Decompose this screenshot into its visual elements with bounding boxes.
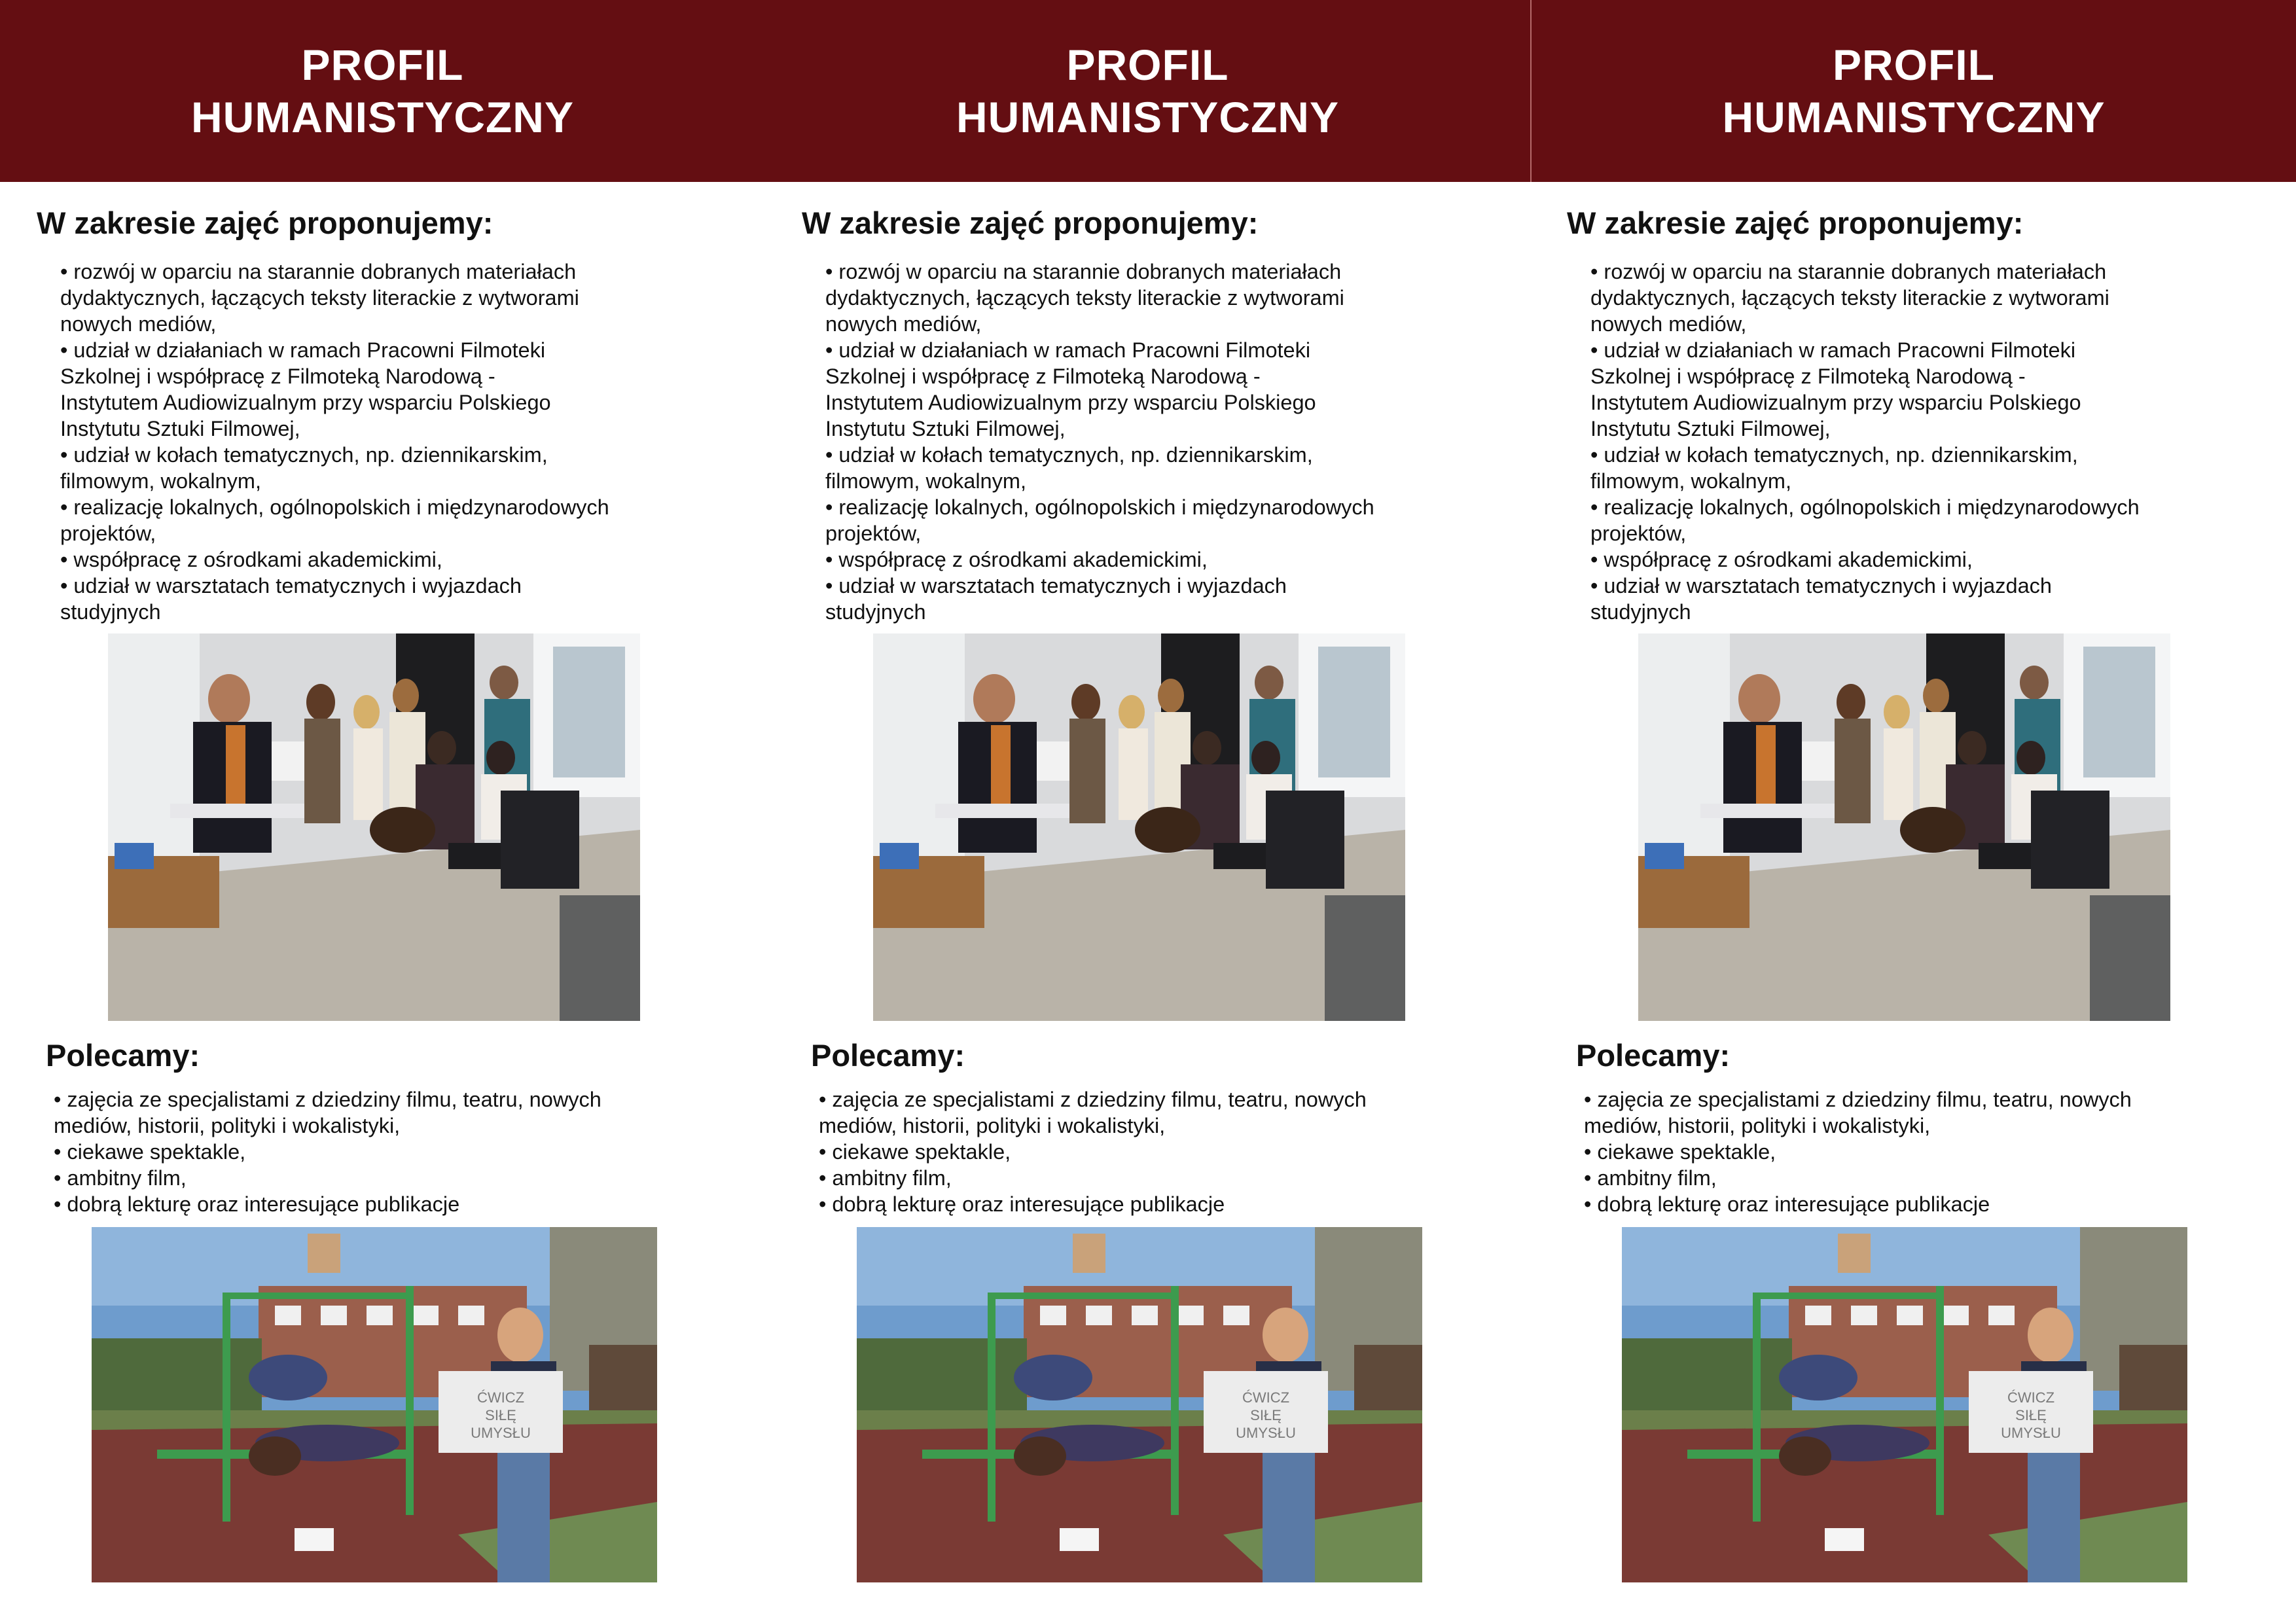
recommend-line: • zajęcia ze specjalistami z dziedziny filmu, teatru, nowych: [1584, 1088, 2132, 1111]
recommend-line: mediów, historii, polityki i wokalistyki,: [819, 1114, 1166, 1137]
header-title-line2: HUMANISTYCZNY: [956, 93, 1339, 141]
offer-line: Instytutem Audiowizualnym przy wsparciu Polskiego: [60, 391, 551, 414]
offer-line: studyjnych: [1590, 600, 1691, 624]
leaflet-panel-3: [1530, 0, 2296, 1623]
offer-line: nowych mediów,: [60, 312, 217, 336]
recommend-line: • dobrą lekturę oraz interesujące publikacje: [819, 1192, 1225, 1216]
recommend-heading: Polecamy:: [46, 1038, 200, 1073]
offer-line: • udział w działaniach w ramach Pracowni Filmoteki: [1590, 338, 2076, 362]
header-banner: [0, 0, 765, 182]
offer-line: filmowym, wokalnym,: [825, 469, 1026, 493]
recommend-heading: Polecamy:: [811, 1038, 965, 1073]
sign-text-line3: UMYSŁU: [1236, 1425, 1296, 1441]
header-title-line1: PROFIL: [301, 41, 464, 89]
offer-line: • udział w warsztatach tematycznych i wyjazdach: [825, 574, 1287, 597]
recommend-line: • ciekawe spektakle,: [1584, 1140, 1776, 1164]
offer-line: • współpracę z ośrodkami akademickimi,: [60, 548, 442, 571]
recommend-line: • ambitny film,: [1584, 1166, 1717, 1190]
header-banner: [765, 0, 1530, 182]
offer-list: [1590, 259, 2193, 625]
outdoor-gym-photo: [1622, 1227, 2187, 1582]
recommend-list: [1584, 1086, 2199, 1217]
offer-line: • udział w warsztatach tematycznych i wyjazdach: [60, 574, 522, 597]
recommend-list: [54, 1086, 669, 1217]
offer-list: [60, 259, 662, 625]
offer-line: • współpracę z ośrodkami akademickimi,: [1590, 548, 1973, 571]
offer-line: projektów,: [825, 522, 922, 545]
offer-list: [825, 259, 1427, 625]
classroom-music-photo: [108, 633, 640, 1021]
offer-heading: W zakresie zajęć proponujemy:: [1567, 205, 2024, 240]
recommend-line: • zajęcia ze specjalistami z dziedziny filmu, teatru, nowych: [54, 1088, 601, 1111]
offer-line: • realizację lokalnych, ogólnopolskich i międzynarodowych: [825, 495, 1374, 519]
recommend-line: • dobrą lekturę oraz interesujące publikacje: [1584, 1192, 1990, 1216]
offer-line: • rozwój w oparciu na starannie dobranych materiałach: [1590, 260, 2107, 283]
recommend-line: • ambitny film,: [54, 1166, 187, 1190]
offer-line: • rozwój w oparciu na starannie dobranych materiałach: [825, 260, 1342, 283]
offer-line: dydaktycznych, łączących teksty literackie z wytworami: [825, 286, 1344, 310]
recommend-line: mediów, historii, polityki i wokalistyki,: [1584, 1114, 1931, 1137]
offer-line: • udział w działaniach w ramach Pracowni Filmoteki: [825, 338, 1311, 362]
recommend-line: • ciekawe spektakle,: [819, 1140, 1011, 1164]
offer-line: nowych mediów,: [825, 312, 982, 336]
offer-line: • udział w działaniach w ramach Pracowni Filmoteki: [60, 338, 546, 362]
sign-text-line1: ĆWICZ: [1242, 1389, 1290, 1406]
offer-line: projektów,: [60, 522, 156, 545]
offer-line: projektów,: [1590, 522, 1687, 545]
recommend-list: [819, 1086, 1434, 1217]
offer-heading: W zakresie zajęć proponujemy:: [37, 205, 493, 240]
offer-line: • udział w warsztatach tematycznych i wyjazdach: [1590, 574, 2052, 597]
header-banner: [1530, 0, 2296, 182]
header-title-line2: HUMANISTYCZNY: [191, 93, 574, 141]
offer-line: filmowym, wokalnym,: [1590, 469, 1791, 493]
sign-text-line1: ĆWICZ: [476, 1389, 525, 1406]
offer-line: Szkolnej i współpracę z Filmoteką Narodową -: [1590, 365, 2026, 388]
offer-line: Instytutem Audiowizualnym przy wsparciu Polskiego: [1590, 391, 2081, 414]
offer-line: Instytutu Sztuki Filmowej,: [825, 417, 1066, 440]
offer-line: Szkolnej i współpracę z Filmoteką Narodową -: [60, 365, 495, 388]
sign-text-line2: SIŁĘ: [1250, 1407, 1282, 1423]
outdoor-gym-photo: [857, 1227, 1422, 1582]
recommend-line: • ambitny film,: [819, 1166, 952, 1190]
offer-line: • rozwój w oparciu na starannie dobranych materiałach: [60, 260, 577, 283]
recommend-line: • dobrą lekturę oraz interesujące publikacje: [54, 1192, 460, 1216]
offer-line: • realizację lokalnych, ogólnopolskich i międzynarodowych: [60, 495, 609, 519]
offer-line: Instytutu Sztuki Filmowej,: [60, 417, 300, 440]
recommend-line: mediów, historii, polityki i wokalistyki,: [54, 1114, 401, 1137]
offer-line: dydaktycznych, łączących teksty literackie z wytworami: [1590, 286, 2109, 310]
offer-line: studyjnych: [60, 600, 161, 624]
offer-line: • udział w kołach tematycznych, np. dziennikarskim,: [825, 443, 1313, 467]
classroom-music-photo: [1638, 633, 2170, 1021]
recommend-line: • zajęcia ze specjalistami z dziedziny filmu, teatru, nowych: [819, 1088, 1367, 1111]
offer-line: filmowym, wokalnym,: [60, 469, 261, 493]
leaflet-panel-1: [0, 0, 765, 1623]
offer-line: nowych mediów,: [1590, 312, 1747, 336]
header-title-line1: PROFIL: [1066, 41, 1229, 89]
sign-text-line2: SIŁĘ: [2015, 1407, 2047, 1423]
offer-line: Instytutu Sztuki Filmowej,: [1590, 417, 1831, 440]
offer-line: • udział w kołach tematycznych, np. dziennikarskim,: [60, 443, 548, 467]
classroom-music-photo: [873, 633, 1405, 1021]
offer-heading: W zakresie zajęć proponujemy:: [802, 205, 1259, 240]
header-title-line2: HUMANISTYCZNY: [1722, 93, 2106, 141]
offer-line: • udział w kołach tematycznych, np. dziennikarskim,: [1590, 443, 2078, 467]
outdoor-gym-photo: [92, 1227, 657, 1582]
sign-text-line3: UMYSŁU: [2001, 1425, 2061, 1441]
offer-line: dydaktycznych, łączących teksty literackie z wytworami: [60, 286, 579, 310]
offer-line: • współpracę z ośrodkami akademickimi,: [825, 548, 1208, 571]
sign-text-line2: SIŁĘ: [485, 1407, 516, 1423]
recommend-line: • ciekawe spektakle,: [54, 1140, 246, 1164]
offer-line: Instytutem Audiowizualnym przy wsparciu Polskiego: [825, 391, 1316, 414]
offer-line: Szkolnej i współpracę z Filmoteką Narodową -: [825, 365, 1261, 388]
leaflet-panel-2: [765, 0, 1530, 1623]
header-title-line1: PROFIL: [1833, 41, 1995, 89]
offer-line: • realizację lokalnych, ogólnopolskich i międzynarodowych: [1590, 495, 2140, 519]
recommend-heading: Polecamy:: [1576, 1038, 1731, 1073]
offer-line: studyjnych: [825, 600, 926, 624]
sign-text-line1: ĆWICZ: [2007, 1389, 2055, 1406]
sign-text-line3: UMYSŁU: [471, 1425, 531, 1441]
